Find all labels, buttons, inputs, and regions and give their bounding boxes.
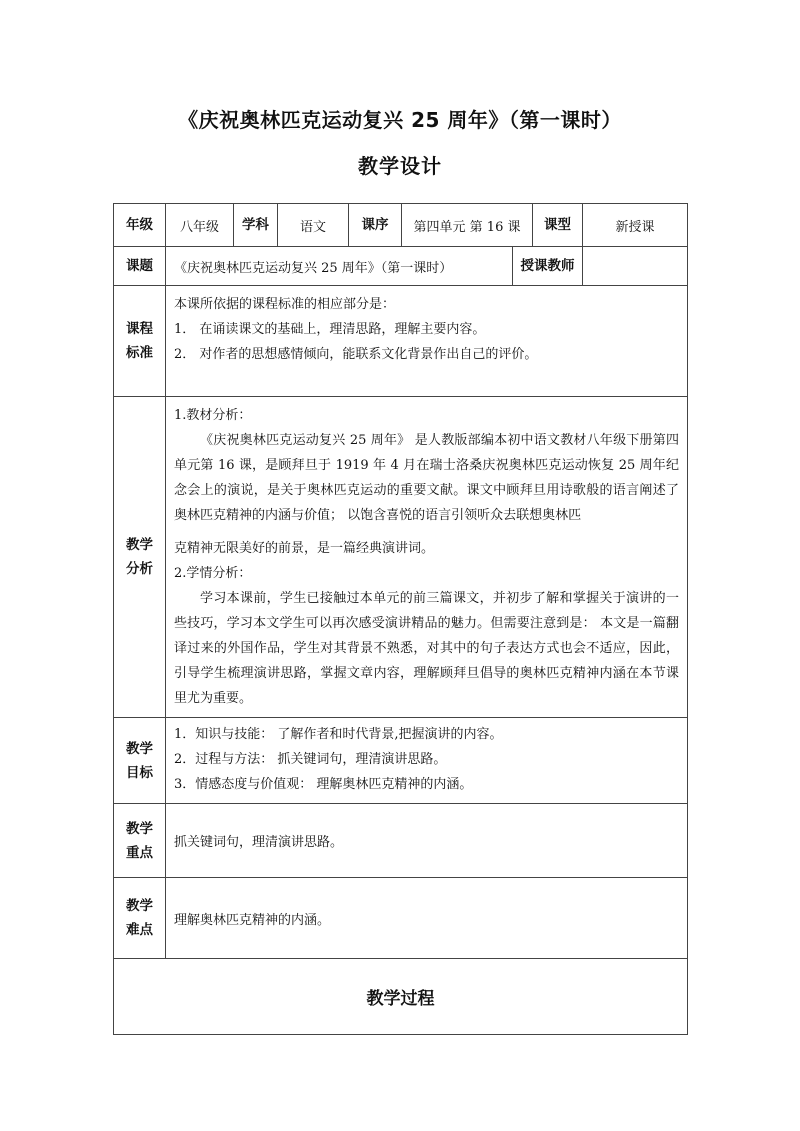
document-subtitle: 教学设计 xyxy=(358,154,442,178)
standard-row xyxy=(114,286,688,397)
difficulty-text: 理解奥林匹克精神的内涵。 xyxy=(166,878,688,959)
subject-value: 语文 xyxy=(278,204,349,247)
material-text-end: 克精神无限美好的前景，是一篇经典演讲词。 xyxy=(174,541,435,556)
objectives-content xyxy=(166,718,688,804)
key-point-row xyxy=(114,804,688,878)
order-value: 第四单元 第 16 课 xyxy=(402,204,533,247)
process-row xyxy=(114,959,688,1035)
material-text: 《庆祝奥林匹克运动复兴 25 周年》 是人教版部编本初中语文教材八年级下册第四单元第 16 课，是顾拜旦于 1919 年 4 月在瑞士洛桑庆祝奥林匹克运动恢复 25 周年纪念会上的演说，是关于奥林匹克运动的重要文献。课文中顾拜旦用诗歌般的语言阐述了奥林匹克精神的内涵与价值； 以饱含喜悦的语言引领听众去联想奥林匹 xyxy=(174,433,680,523)
objective-item: 2．过程与方法： 抓关键词句，理清演讲思路。 xyxy=(174,752,447,767)
topic-label: 课题 xyxy=(114,247,166,286)
process-heading: 教学过程 xyxy=(114,959,688,1035)
material-heading: 1.教材分析： xyxy=(174,408,252,423)
subject-label: 学科 xyxy=(234,204,278,247)
student-heading: 2.学情分析： xyxy=(174,566,252,581)
standard-label: 课程标准 xyxy=(114,286,166,397)
type-label: 课型 xyxy=(533,204,583,247)
type-value: 新授课 xyxy=(583,204,688,247)
lesson-plan-table xyxy=(113,203,688,1035)
order-label: 课序 xyxy=(349,204,402,247)
difficulty-label-line: 难点 xyxy=(126,922,153,938)
analysis-label: 教学分析 xyxy=(114,397,166,718)
difficulty-label xyxy=(114,878,166,959)
analysis-content xyxy=(166,397,688,718)
key-point-label-line: 教学 xyxy=(126,820,153,837)
standard-item: 2． 对作者的思想感情倾向，能联系文化背景作出自己的评价。 xyxy=(174,347,538,362)
info-row xyxy=(114,204,688,247)
grade-value: 八年级 xyxy=(166,204,234,247)
teacher-value xyxy=(583,247,688,286)
objective-item: 1．知识与技能： 了解作者和时代背景,把握演讲的内容。 xyxy=(174,727,503,742)
topic-value: 《庆祝奥林匹克运动复兴 25 周年》（第一课时） xyxy=(166,247,513,286)
standard-intro: 本课所依据的课程标准的相应部分是： xyxy=(174,297,396,312)
objectives-label-line: 目标 xyxy=(126,764,153,781)
objective-item: 3．情感态度与价值观： 理解奥林匹克精神的内涵。 xyxy=(174,777,473,792)
teacher-label: 授课教师 xyxy=(513,247,583,286)
objectives-label xyxy=(114,718,166,804)
student-text: 学习本课前，学生已接触过本单元的前三篇课文，并初步了解和掌握关于演讲的一些技巧，学习本文学生可以再次感受演讲精品的魅力。但需要注意到是： 本文是一篇翻译过来的外国作品，学生对其背景不熟悉，对其中的句子表达方式也会不适应，因此，引导学生梳理演讲思路，掌握文章内容，理解顾拜旦倡导的奥林匹克精神内涵在本节课里尤为重要。 xyxy=(174,591,680,706)
key-point-text: 抓关键词句，理清演讲思路。 xyxy=(166,804,688,878)
difficulty-label-line: 教学 xyxy=(126,898,153,914)
objectives-row xyxy=(114,718,688,804)
key-point-label xyxy=(114,804,166,878)
standard-content xyxy=(166,286,688,397)
analysis-row xyxy=(114,397,688,718)
grade-label: 年级 xyxy=(114,204,166,247)
key-point-label-line: 重点 xyxy=(126,844,153,861)
objectives-label-line: 教学 xyxy=(126,740,153,757)
topic-row xyxy=(114,247,688,286)
document-title: 《庆祝奥林匹克运动复兴 25 周年》（第一课时） xyxy=(178,108,622,132)
difficulty-row xyxy=(114,878,688,959)
standard-item: 1． 在诵读课文的基础上，理清思路，理解主要内容。 xyxy=(174,322,486,337)
